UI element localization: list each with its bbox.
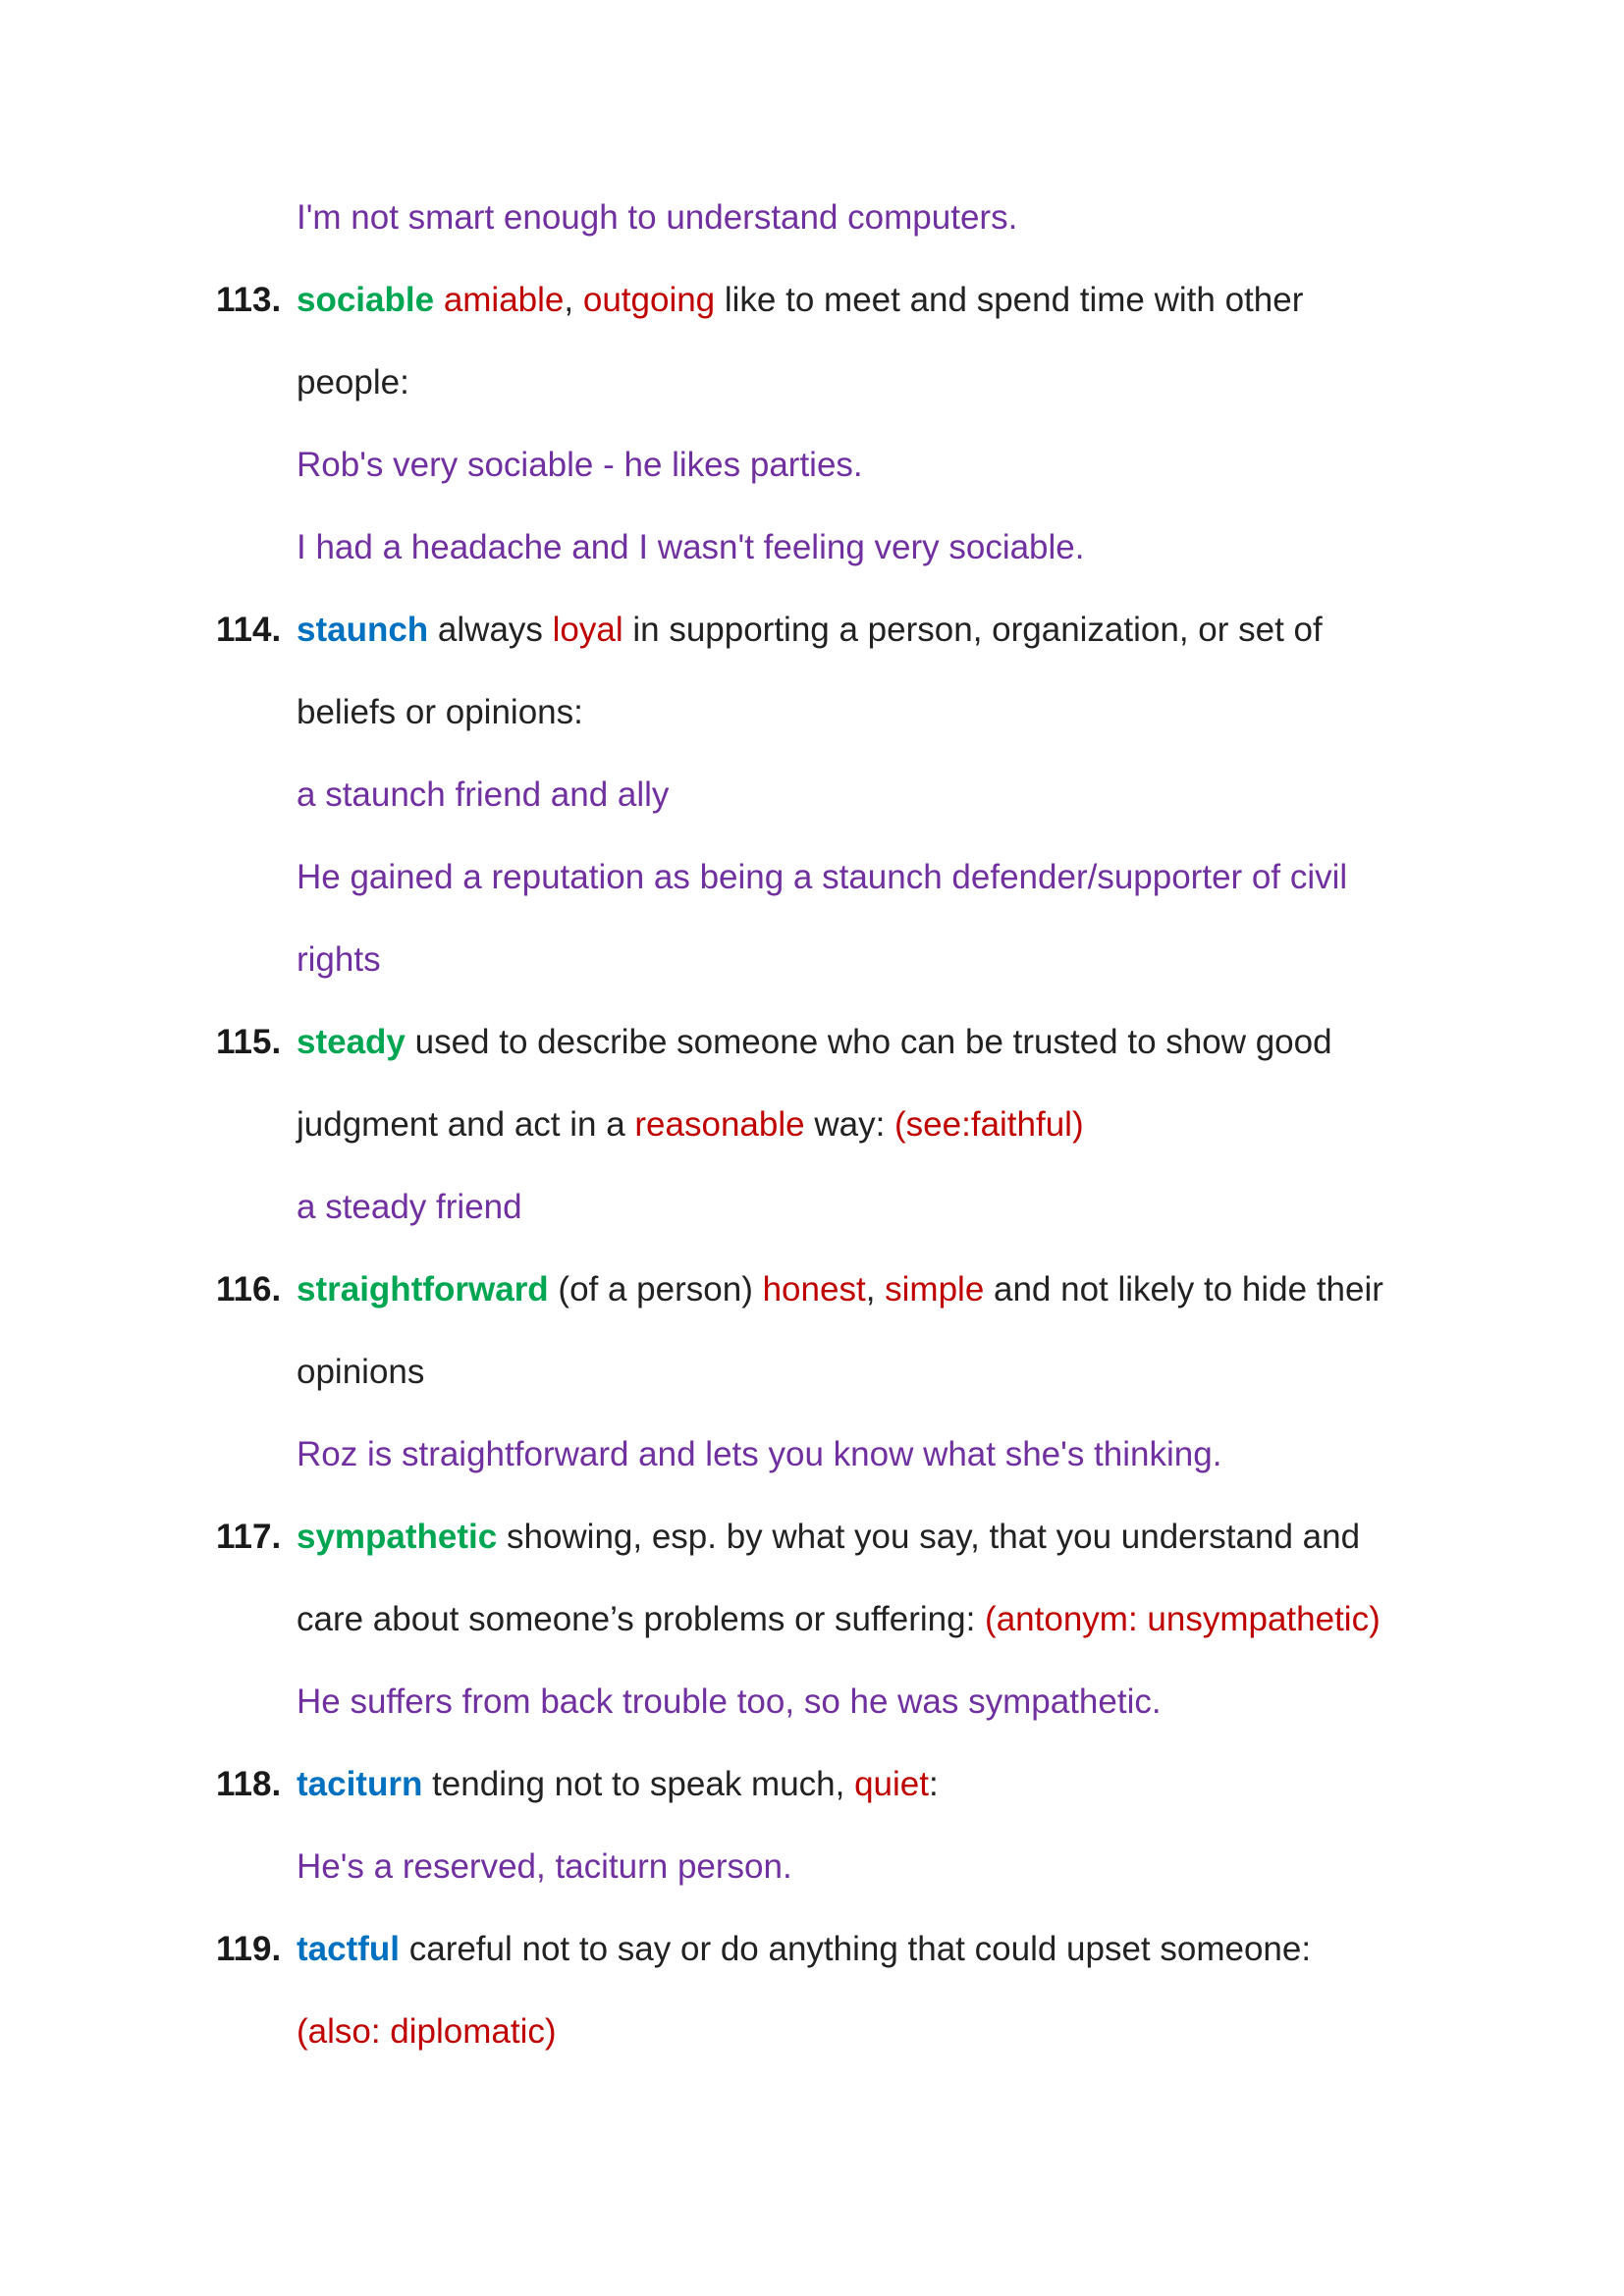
- entry-number: 113.: [216, 281, 282, 319]
- cross-reference-note: (see:faithful): [894, 1105, 1084, 1144]
- entry-number: 116.: [216, 1270, 282, 1308]
- entry-line-straightforward: [297, 1270, 1383, 1309]
- example-sentence: He's a reserved, taciturn person.: [297, 1847, 792, 1886]
- headword: straightforward: [297, 1270, 549, 1308]
- example-sentence: Roz is straightforward and lets you know what she's thinking.: [297, 1435, 1222, 1473]
- definition-continuation: [297, 1600, 1380, 1639]
- definition-continuation: beliefs or opinions:: [297, 693, 583, 731]
- definition-continuation: people:: [297, 363, 409, 401]
- also-note: (also: diplomatic): [297, 2012, 557, 2051]
- example-sentence: [297, 198, 1017, 238]
- definition-text: showing, esp. by what you say, that you understand and: [497, 1518, 1361, 1556]
- entry-number: 118.: [216, 1765, 282, 1803]
- definition-text: and not likely to hide their: [984, 1270, 1383, 1308]
- entry-number: 119.: [216, 1930, 282, 1968]
- definition-text: (of a person): [548, 1270, 763, 1308]
- example-sentence: a staunch friend and ally: [297, 775, 670, 814]
- definition-text: judgment and act in a: [297, 1105, 635, 1144]
- synonym: simple: [885, 1270, 985, 1308]
- headword: steady: [297, 1023, 406, 1061]
- entry-line-staunch: [297, 611, 1323, 650]
- definition-text: in supporting a person, organization, or set of: [623, 611, 1323, 649]
- separator: ,: [865, 1270, 886, 1308]
- definition-text: :: [929, 1765, 939, 1803]
- example-sentence: Rob's very sociable - he likes parties.: [297, 446, 863, 484]
- synonym: amiable: [443, 281, 565, 319]
- entry-number: 115.: [216, 1023, 282, 1061]
- example-text: I'm not smart enough to understand computers.: [297, 198, 1018, 237]
- synonym: outgoing: [582, 281, 716, 319]
- headword: sociable: [297, 281, 435, 319]
- headword: tactful: [297, 1930, 400, 1968]
- entry-line-taciturn: [297, 1765, 939, 1804]
- definition-continuation: opinions: [297, 1353, 425, 1391]
- definition-text: way:: [804, 1105, 895, 1144]
- headword: sympathetic: [297, 1518, 498, 1556]
- example-sentence: He gained a reputation as being a staunch defender/supporter of civil: [297, 858, 1348, 896]
- example-sentence: a steady friend: [297, 1188, 522, 1226]
- synonym: reasonable: [634, 1105, 805, 1144]
- example-sentence-continuation: rights: [297, 940, 381, 979]
- definition-text: tending not to speak much,: [422, 1765, 855, 1803]
- example-sentence: I had a headache and I wasn't feeling very sociable.: [297, 528, 1085, 566]
- definition-text: always: [428, 611, 553, 649]
- synonym: honest: [762, 1270, 866, 1308]
- entry-line-sociable: [297, 281, 1303, 320]
- synonym: quiet: [854, 1765, 929, 1803]
- definition-text: care about someone’s problems or suffering:: [297, 1600, 986, 1638]
- entry-number: 114.: [216, 611, 282, 649]
- separator: ,: [564, 281, 574, 319]
- headword: taciturn: [297, 1765, 423, 1803]
- example-sentence: He suffers from back trouble too, so he was sympathetic.: [297, 1682, 1162, 1721]
- entry-line-tactful: [297, 1930, 1311, 1969]
- definition-text: used to describe someone who can be trusted to show good: [405, 1023, 1332, 1061]
- definition-text: careful not to say or do anything that could upset someone:: [400, 1930, 1312, 1968]
- headword: staunch: [297, 611, 429, 649]
- antonym-note: (antonym: unsympathetic): [985, 1600, 1380, 1638]
- entry-line-steady: [297, 1023, 1332, 1062]
- synonym: loyal: [552, 611, 623, 649]
- entry-line-sympathetic: [297, 1518, 1360, 1557]
- entry-number: 117.: [216, 1518, 282, 1556]
- definition-text: like to meet and spend time with other: [715, 281, 1304, 319]
- definition-continuation: [297, 1105, 1084, 1145]
